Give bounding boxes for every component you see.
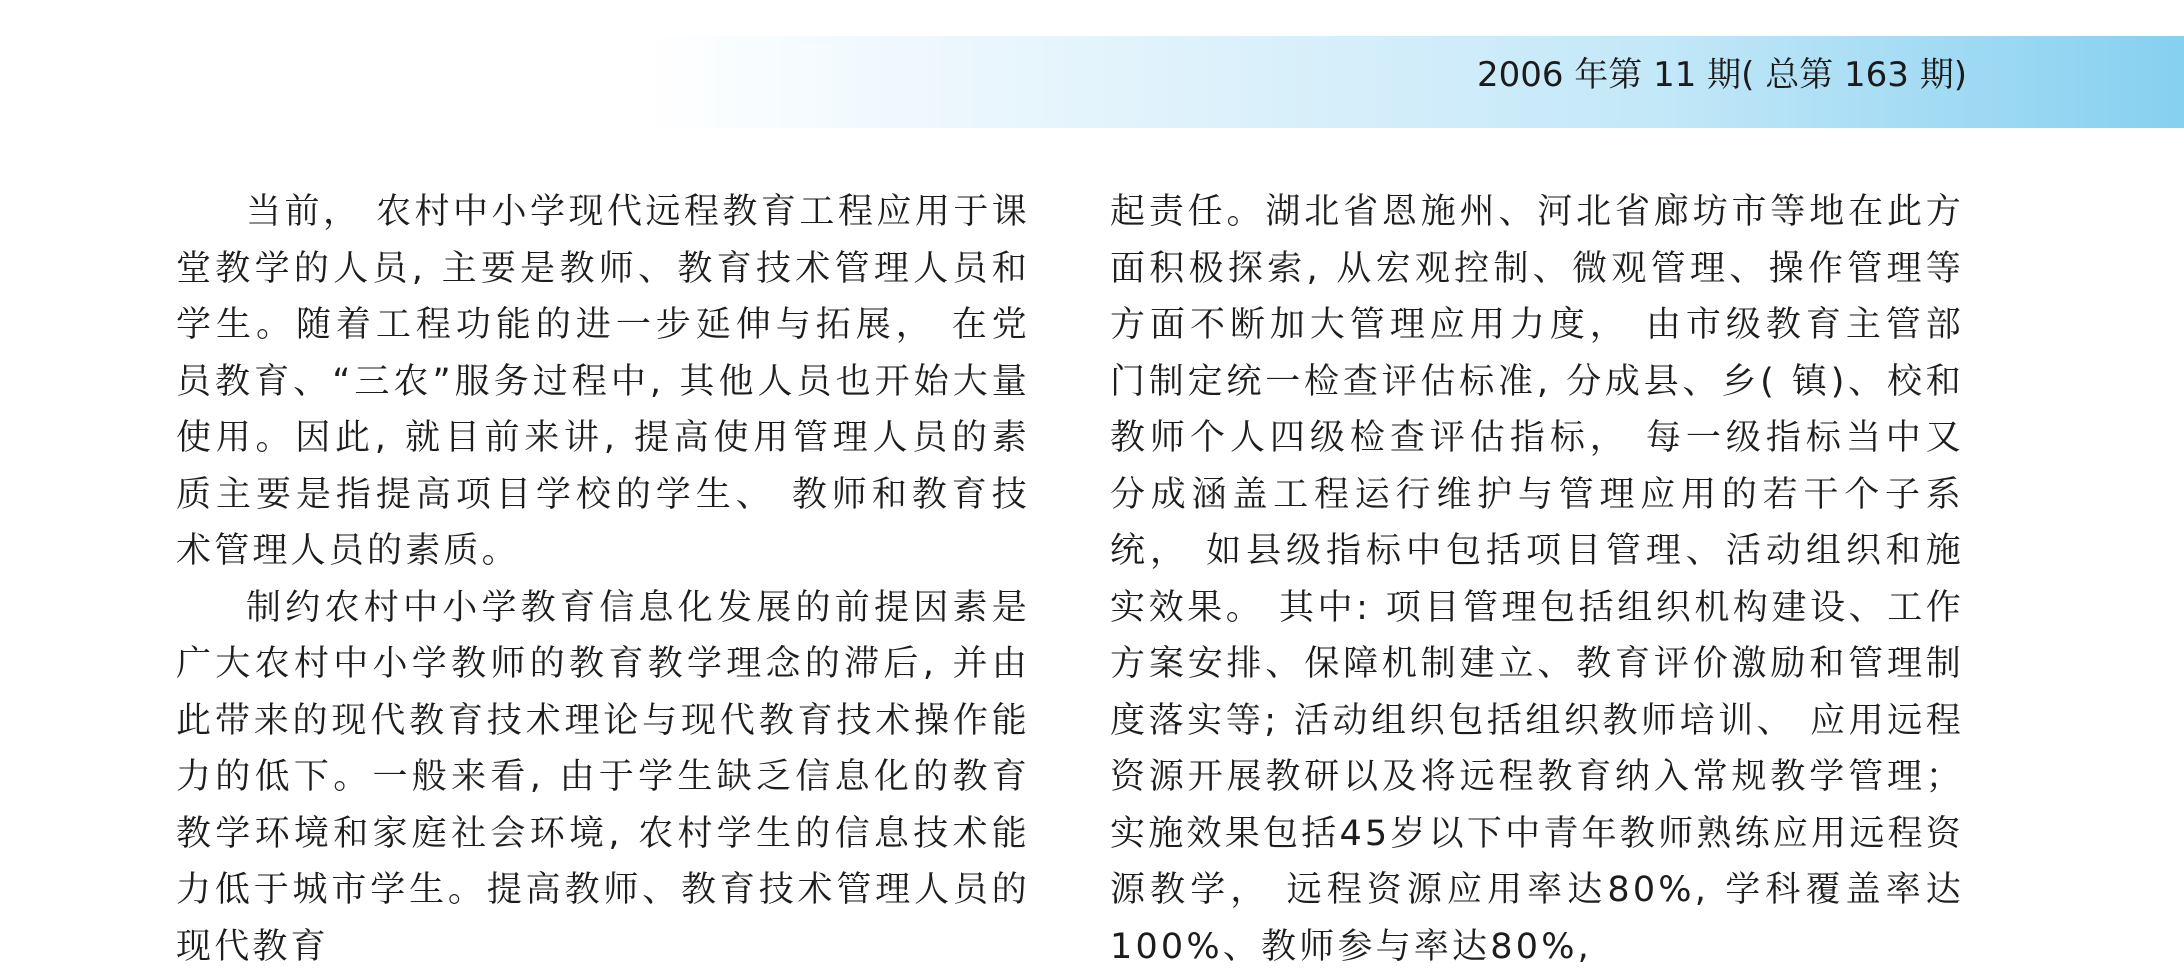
paragraph: 起责任。湖北省恩施州、河北省廊坊市等地在此方面积极探索, 从宏观控制、微观管理、操作管理等方面不断加大管理应用力度， 由市级教育主管部门制定统一检查评估标准, 分成县、乡( 镇)、校和教师个人四级检查评估指标， 每一级指标当中又分成涵盖工程运行维护与管理应用的若干个子系统， 如县级指标中包括项目管理、活动组织和施实效果。 其中: 项目管理包括组织机构建设、工作方案安排、保障机制建立、教育评价激励和管理制度落实等; 活动组织包括组织教师培训、 应用远程资源开展教研以及将远程教育纳入常规教学管理； 实施效果包括45岁以下中青年教师熟练应用远程资源教学， 远程资源应用率达80%, 学科覆盖率达100%、教师参与率达80%, — [1110, 184, 1964, 975]
right-column — [1110, 184, 1964, 975]
paragraph: 当前， 农村中小学现代远程教育工程应用于课堂教学的人员, 主要是教师、教育技术管理人员和学生。随着工程功能的进一步延伸与拓展， 在党员教育、“三农”服务过程中, 其他人员也开始大量使用。因此, 就目前来讲, 提高使用管理人员的素质主要是指提高项目学校的学生、 教师和教育技术管理人员的素质。 — [176, 184, 1030, 580]
issue-label: 2006 年第 11 期( 总第 163 期) — [1477, 54, 1967, 96]
left-column — [176, 184, 1030, 975]
paragraph: 制约农村中小学教育信息化发展的前提因素是广大农村中小学教师的教育教学理念的滞后, 并由此带来的现代教育技术理论与现代教育技术操作能力的低下。一般来看, 由于学生缺乏信息化的教育教学环境和家庭社会环境, 农村学生的信息技术能力低于城市学生。提高教师、教育技术管理人员的现代教育 — [176, 580, 1030, 975]
